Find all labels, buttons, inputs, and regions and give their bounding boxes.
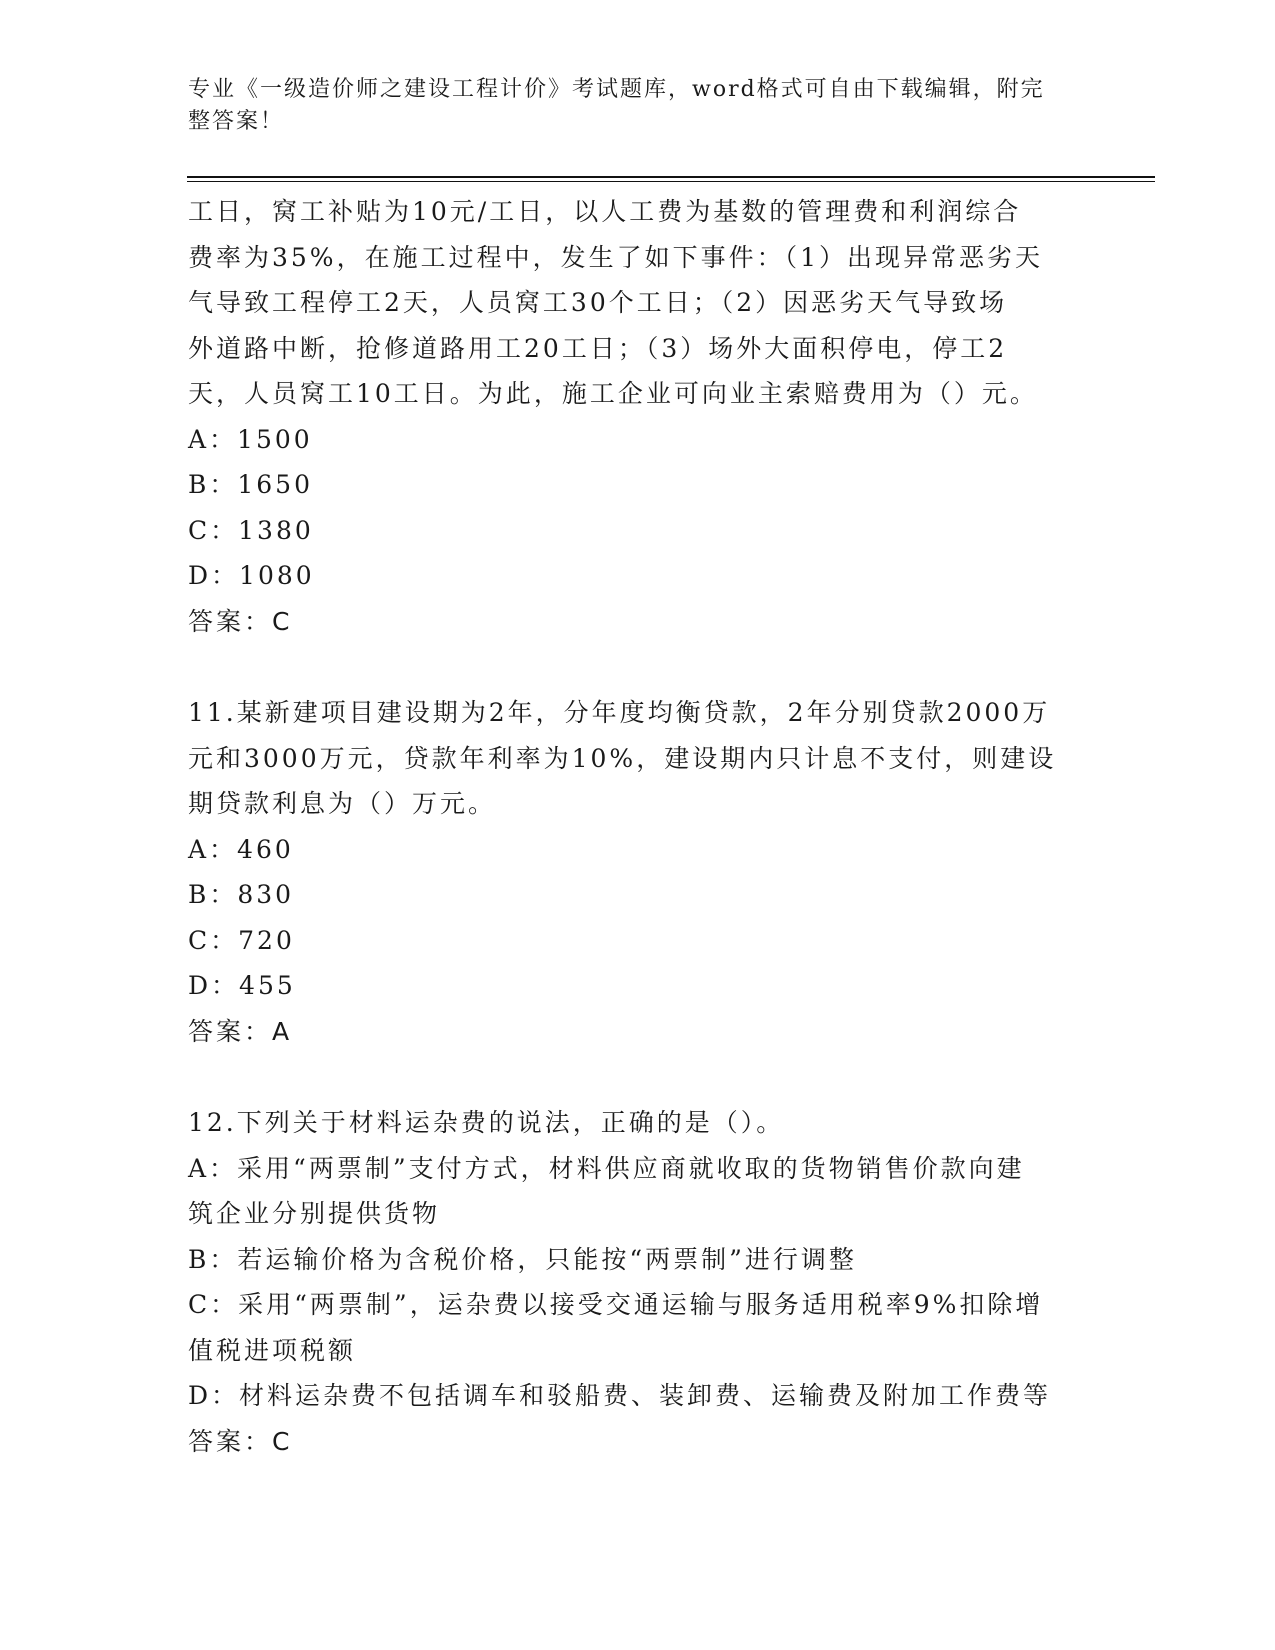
option-d: D：1080	[188, 561, 315, 590]
answer: 答案：C	[188, 1426, 293, 1456]
question-stem-line: 12.下列关于材料运杂费的说法，正确的是（）。	[188, 1108, 785, 1137]
header-line-1: 专业《一级造价师之建设工程计价》考试题库，word格式可自由下载编辑，附完	[188, 77, 1045, 102]
header-rule-thick	[187, 176, 1155, 178]
option-a-continued: 筑企业分别提供货物	[188, 1199, 441, 1228]
question-11	[188, 690, 1088, 1054]
question-stem-line: 气导致工程停工2天，人员窝工30个工日；（2）因恶劣天气导致场	[188, 288, 1008, 317]
option-b: B：830	[188, 880, 295, 909]
option-a: A：1500	[188, 424, 313, 454]
question-stem-line: 元和3000万元，贷款年利率为10%，建设期内只计息不支付，则建设	[188, 743, 1057, 773]
option-a: A：460	[188, 834, 294, 864]
question-stem-line: 期贷款利息为（）万元。	[188, 789, 497, 818]
question-10	[188, 189, 1088, 644]
header-line-2: 整答案！	[188, 109, 285, 134]
option-c-continued: 值税进项税额	[188, 1335, 357, 1365]
option-d: D：455	[188, 971, 296, 1000]
question-stem-line: 天，人员窝工10工日。为此，施工企业可向业主索赔费用为（）元。	[188, 379, 1038, 408]
spacer	[188, 644, 1088, 690]
spacer	[188, 1054, 1088, 1100]
question-stem-line: 费率为35%，在施工过程中，发生了如下事件：（1）出现异常恶劣天	[188, 242, 1043, 272]
document-body	[188, 189, 1088, 1464]
option-c: C：1380	[188, 515, 314, 545]
option-c: C：采用“两票制”，运杂费以接受交通运输与服务适用税率9%扣除增	[188, 1290, 1044, 1319]
question-stem-line: 工日，窝工补贴为10元/工日，以人工费为基数的管理费和利润综合	[188, 197, 1022, 226]
answer: 答案：A	[188, 1016, 293, 1046]
document-header	[188, 74, 1088, 138]
option-b: B：1650	[188, 470, 313, 499]
option-b: B：若运输价格为含税价格，只能按“两票制”进行调整	[188, 1244, 857, 1274]
question-stem-line: 11.某新建项目建设期为2年，分年度均衡贷款，2年分别贷款2000万	[188, 698, 1051, 727]
option-a: A：采用“两票制”支付方式，材料供应商就收取的货物销售价款向建	[188, 1153, 1025, 1183]
option-c: C：720	[188, 925, 295, 955]
answer: 答案：C	[188, 606, 293, 636]
header-rule-thin	[187, 181, 1155, 182]
question-12	[188, 1100, 1088, 1464]
question-stem-line: 外道路中断，抢修道路用工20工日；（3）场外大面积停电，停工2	[188, 333, 1008, 363]
option-d: D：材料运杂费不包括调车和驳船费、装卸费、运输费及附加工作费等	[188, 1381, 1052, 1410]
